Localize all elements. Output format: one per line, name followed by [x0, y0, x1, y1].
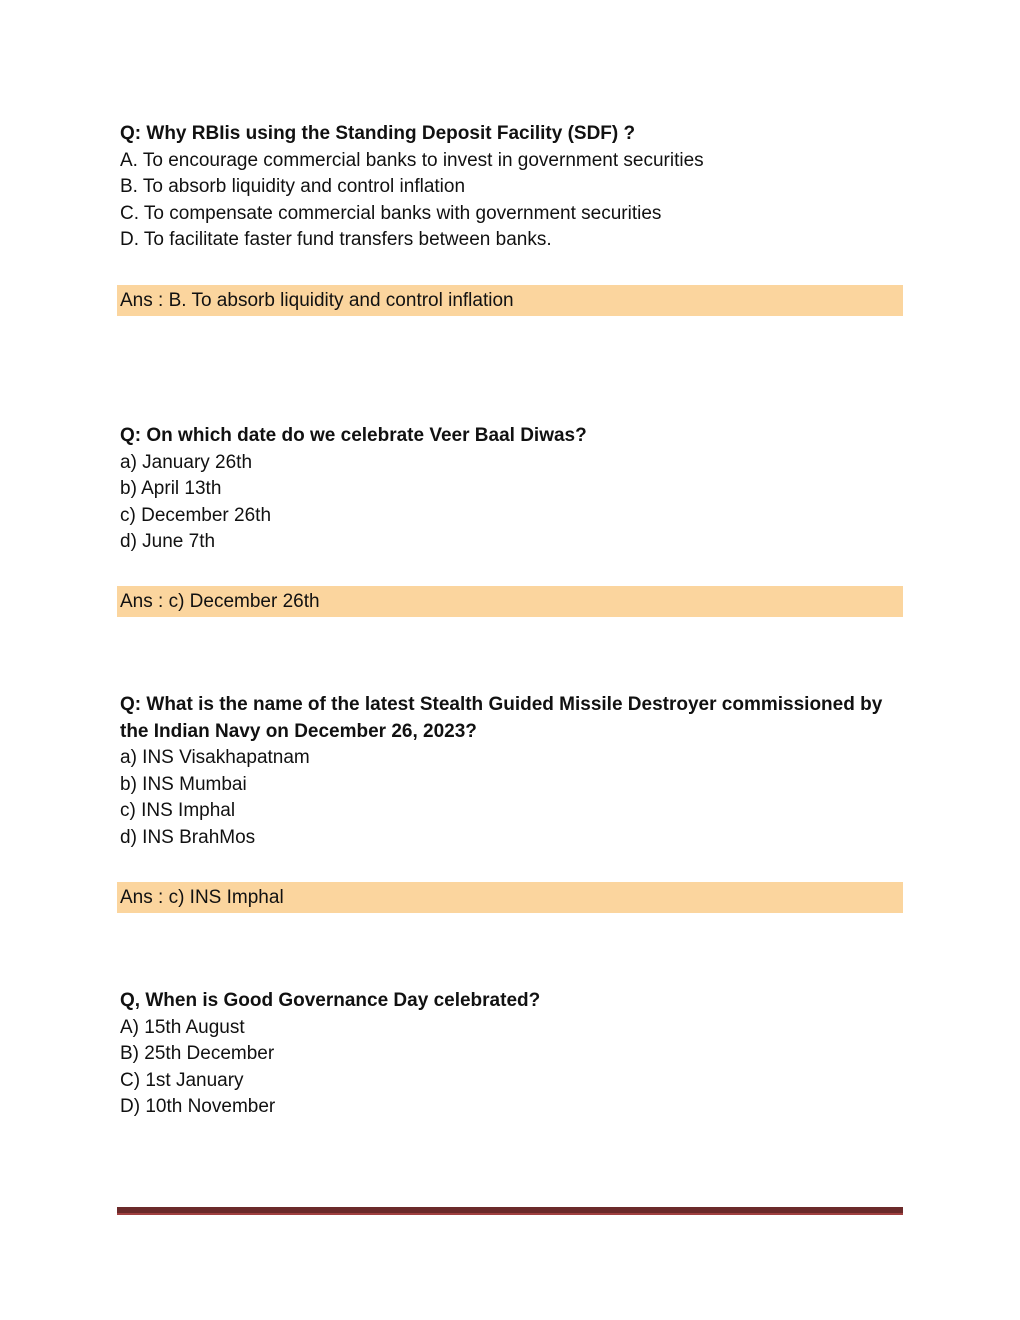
option-d: d) INS BrahMos — [120, 826, 256, 848]
answer-box-1: Ans : B. To absorb liquidity and control inflation — [117, 285, 903, 316]
option-b: b) INS Mumbai — [120, 773, 247, 795]
option-c: c) December 26th — [120, 504, 272, 526]
option-d: d) June 7th — [120, 531, 216, 552]
answer-box-2: Ans : c) December 26th — [117, 586, 903, 617]
option-d: D. To facilitate faster fund transfers between banks. — [120, 229, 552, 250]
option-a: a) INS Visakhapatnam — [120, 747, 310, 768]
question-title: Q: Why RBIis using the Standing Deposit Facility (SDF) ? — [120, 123, 636, 144]
answer-box-3: Ans : c) INS Imphal — [117, 882, 903, 913]
question-title: Q, When is Good Governance Day celebrated? — [120, 990, 541, 1011]
question-block-3 — [120, 692, 900, 851]
question-block-2 — [120, 423, 900, 556]
option-b: B) 25th December — [120, 1043, 275, 1064]
question-title: Q: On which date do we celebrate Veer Baal Diwas? — [120, 425, 587, 446]
option-c: c) INS Imphal — [120, 800, 236, 821]
question-block-4 — [120, 988, 900, 1121]
option-a: A) 15th August — [120, 1016, 245, 1038]
option-b: B. To absorb liquidity and control inflation — [120, 176, 466, 197]
question-block-1 — [120, 121, 900, 254]
option-a: A. To encourage commercial banks to invest in government securities — [120, 149, 704, 171]
question-title: Q: What is the name of the latest Stealth Guided Missile Destroyer commissioned by the Indian Navy on December 26, 2023? — [120, 694, 883, 742]
option-c: C) 1st January — [120, 1069, 244, 1091]
option-c: C. To compensate commercial banks with government securities — [120, 202, 662, 224]
footer-divider — [117, 1207, 903, 1215]
option-a: a) January 26th — [120, 451, 253, 473]
option-b: b) April 13th — [120, 478, 222, 499]
option-d: D) 10th November — [120, 1096, 276, 1117]
